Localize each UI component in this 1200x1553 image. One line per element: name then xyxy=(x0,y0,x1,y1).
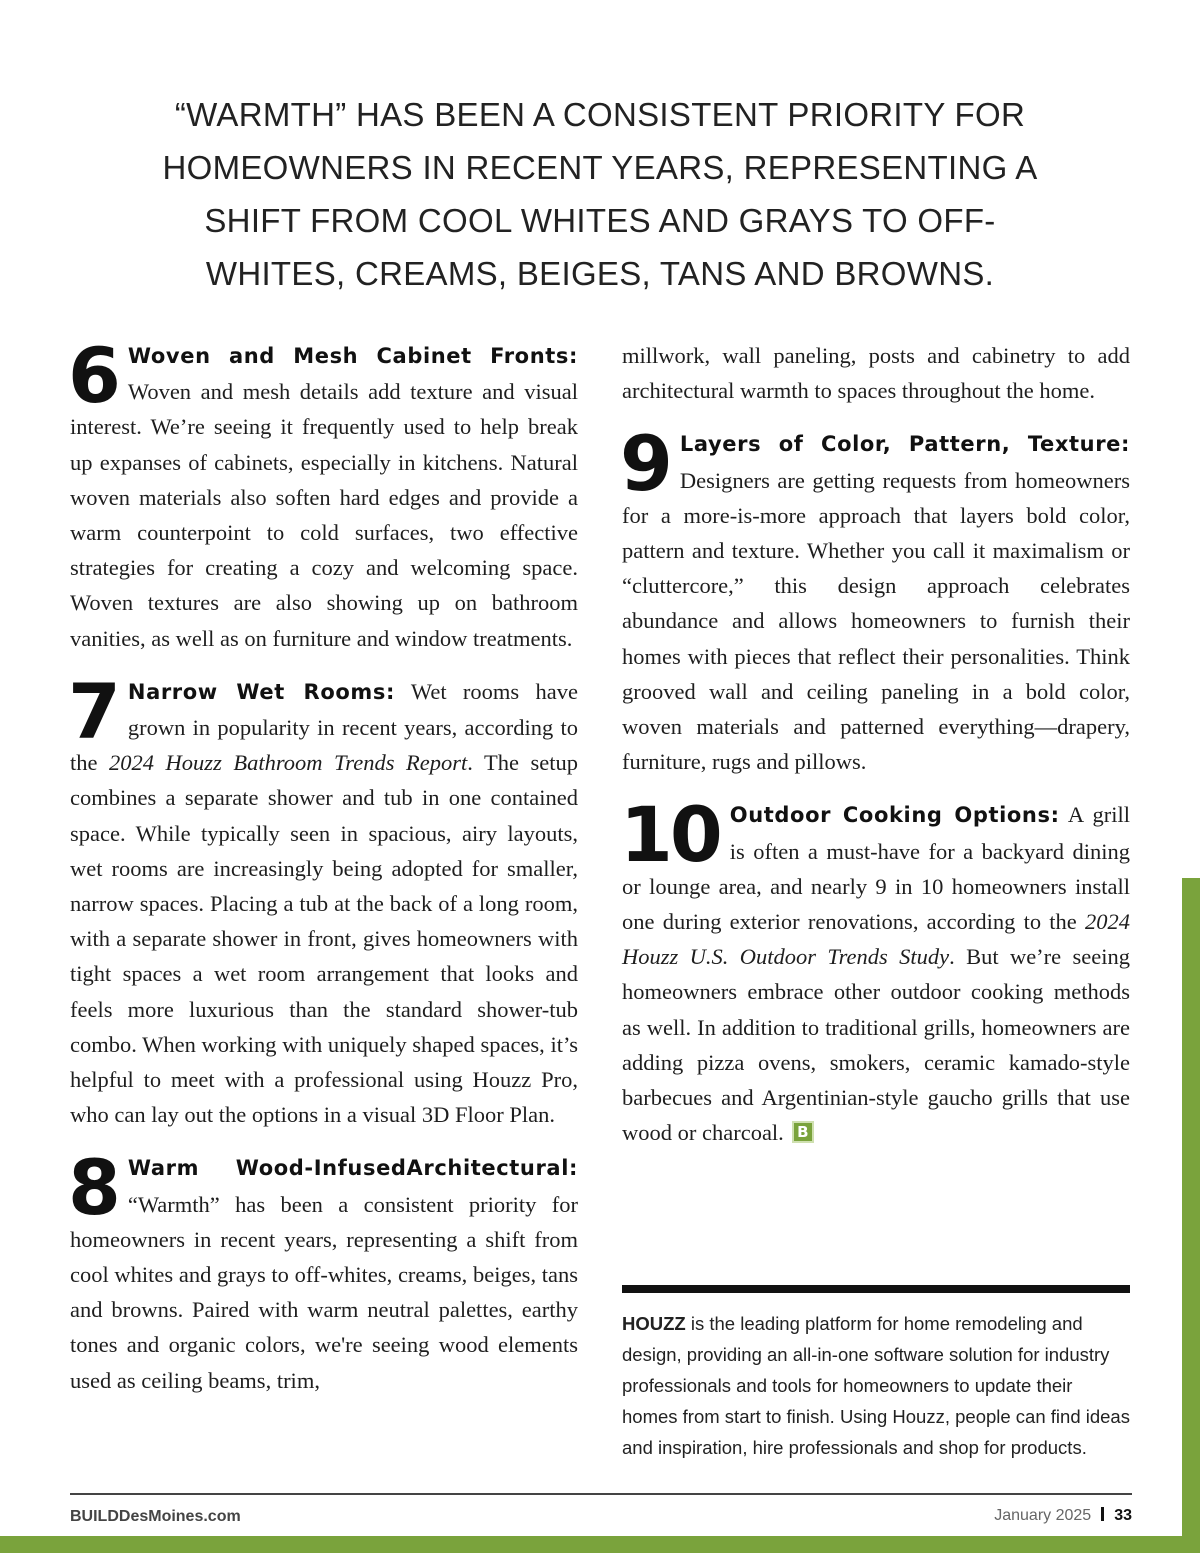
item-number: 7 xyxy=(68,666,118,756)
article-column-left xyxy=(68,331,579,1398)
page-number: 33 xyxy=(1114,1507,1132,1524)
item-body-continued: . But we’re seeing homeowners embrace other outdoor cooking methods as well. In addition to traditional grills, homeowners are adding pizza ovens, smokers, ceramic kamado-style barbecues and Argentinian-style gaucho grills that use wood or charcoal. xyxy=(622,944,1130,1146)
item-heading: Narrow Wet Rooms: xyxy=(127,679,395,704)
footer-issue xyxy=(994,1507,1132,1525)
footer-divider xyxy=(70,1493,1132,1495)
study-title: 2024 Houzz U.S. Outdoor Trends Study xyxy=(622,909,1131,970)
trend-item-7 xyxy=(68,666,579,1133)
footer-date: January 2025 xyxy=(994,1507,1092,1524)
item-number: 8 xyxy=(68,1143,118,1233)
item-heading: Warm Wood-InfusedArchitectural: xyxy=(127,1156,578,1181)
article-column-right xyxy=(622,338,1130,1168)
about-brand: HOUZZ xyxy=(622,1313,686,1334)
footer-separator xyxy=(1101,1507,1104,1521)
item-body: A grill is often a must-have for a backyard dining or lounge area, and nearly 9 in 10 homeowners install one during exterior renovations, according to the xyxy=(622,802,1130,935)
item-heading: Outdoor Cooking Options: xyxy=(729,803,1060,828)
trend-item-6 xyxy=(68,331,578,656)
green-accent-bar-side xyxy=(1182,878,1200,1553)
item-body-continued: . The setup combines a separate shower and tub in one contained space. While typically seen in spacious, airy layouts, wet rooms are increasingly being adopted for smaller, narrow spaces. Placing a tub at the back of a long room, with a separate shower in front, gives homeowners with tight spaces a wet room arrangement that looks and feels more luxurious than the standard shower-tub combo. When working with uniquely shaped spaces, it’s helpful to meet with a professional using Houzz Pro, who can lay out the options in a visual 3D Floor Plan. xyxy=(70,750,578,1128)
item-body: Wet rooms have grown in popularity in recent years, according to the xyxy=(70,678,579,776)
item-body: “Warmth” has been a consistent priority for homeowners in recent years, representing a shift from cool whites and grays to off-whites, creams, beiges, tans and browns. Paired with warm neutral palettes, earthy tones and organic colors, we're seeing wood elements used as ceiling beams, trim, xyxy=(70,1191,578,1393)
about-houzz xyxy=(622,1308,1130,1463)
trend-item-8-continued xyxy=(622,338,1130,408)
trend-item-8 xyxy=(68,1143,578,1397)
item-heading: Woven and Mesh Cabinet Fronts: xyxy=(127,344,578,368)
item-body-continued: millwork, wall paneling, posts and cabinetry to add architectural warmth to spaces throughout the home. xyxy=(622,343,1130,404)
trend-item-10 xyxy=(620,790,1131,1150)
about-divider xyxy=(622,1285,1130,1293)
pull-quote: “WARMTH” HAS BEEN A CONSISTENT PRIORITY FOR HOMEOWNERS IN RECENT YEARS, REPRESENTING A SHIFT FROM COOL WHITES AND GRAYS TO OFF-WHITES, CREAMS, BEIGES, TANS AND BROWNS. xyxy=(162,96,1038,292)
green-accent-bar-bottom xyxy=(0,1536,1200,1553)
item-number: 9 xyxy=(620,419,670,509)
about-text: is the leading platform for home remodeling and design, providing an all-in-one software solution for industry professionals and tools for homeowners to update their homes from start to finish. Using Houzz, people can find ideas and inspiration, hire professionals and shop for products. xyxy=(622,1313,1130,1458)
footer-site: BUILDDesMoines.com xyxy=(70,1508,241,1525)
item-body: Woven and mesh details add texture and visual interest. We’re seeing it frequently used to help break up expanses of cabinets, especially in kitchens. Natural woven materials also soften hard edges and provide a warm counterpoint to cold surfaces, two effective strategies for creating a cozy and welcoming space. Woven textures are also showing up on bathroom vanities, as well as on furniture and window treatments. xyxy=(70,379,578,651)
end-mark-icon: B xyxy=(792,1121,814,1143)
trend-item-9 xyxy=(620,419,1130,779)
item-body: Designers are getting requests from homeowners for a more-is-more approach that layers bold color, pattern and texture. Whether you call it maximalism or “cluttercore,” this design approach celebrates abundance and allows homeowners to furnish their homes with pieces that reflect their personalities. Think grooved wall and ceiling paneling in a bold color, woven materials and patterned everything—drapery, furniture, rugs and pillows. xyxy=(622,467,1130,775)
item-number: 6 xyxy=(68,331,118,420)
report-title: 2024 Houzz Bathroom Trends Report xyxy=(109,750,468,776)
item-number: 10 xyxy=(620,790,720,880)
item-heading: Layers of Color, Pattern, Texture: xyxy=(679,432,1130,457)
